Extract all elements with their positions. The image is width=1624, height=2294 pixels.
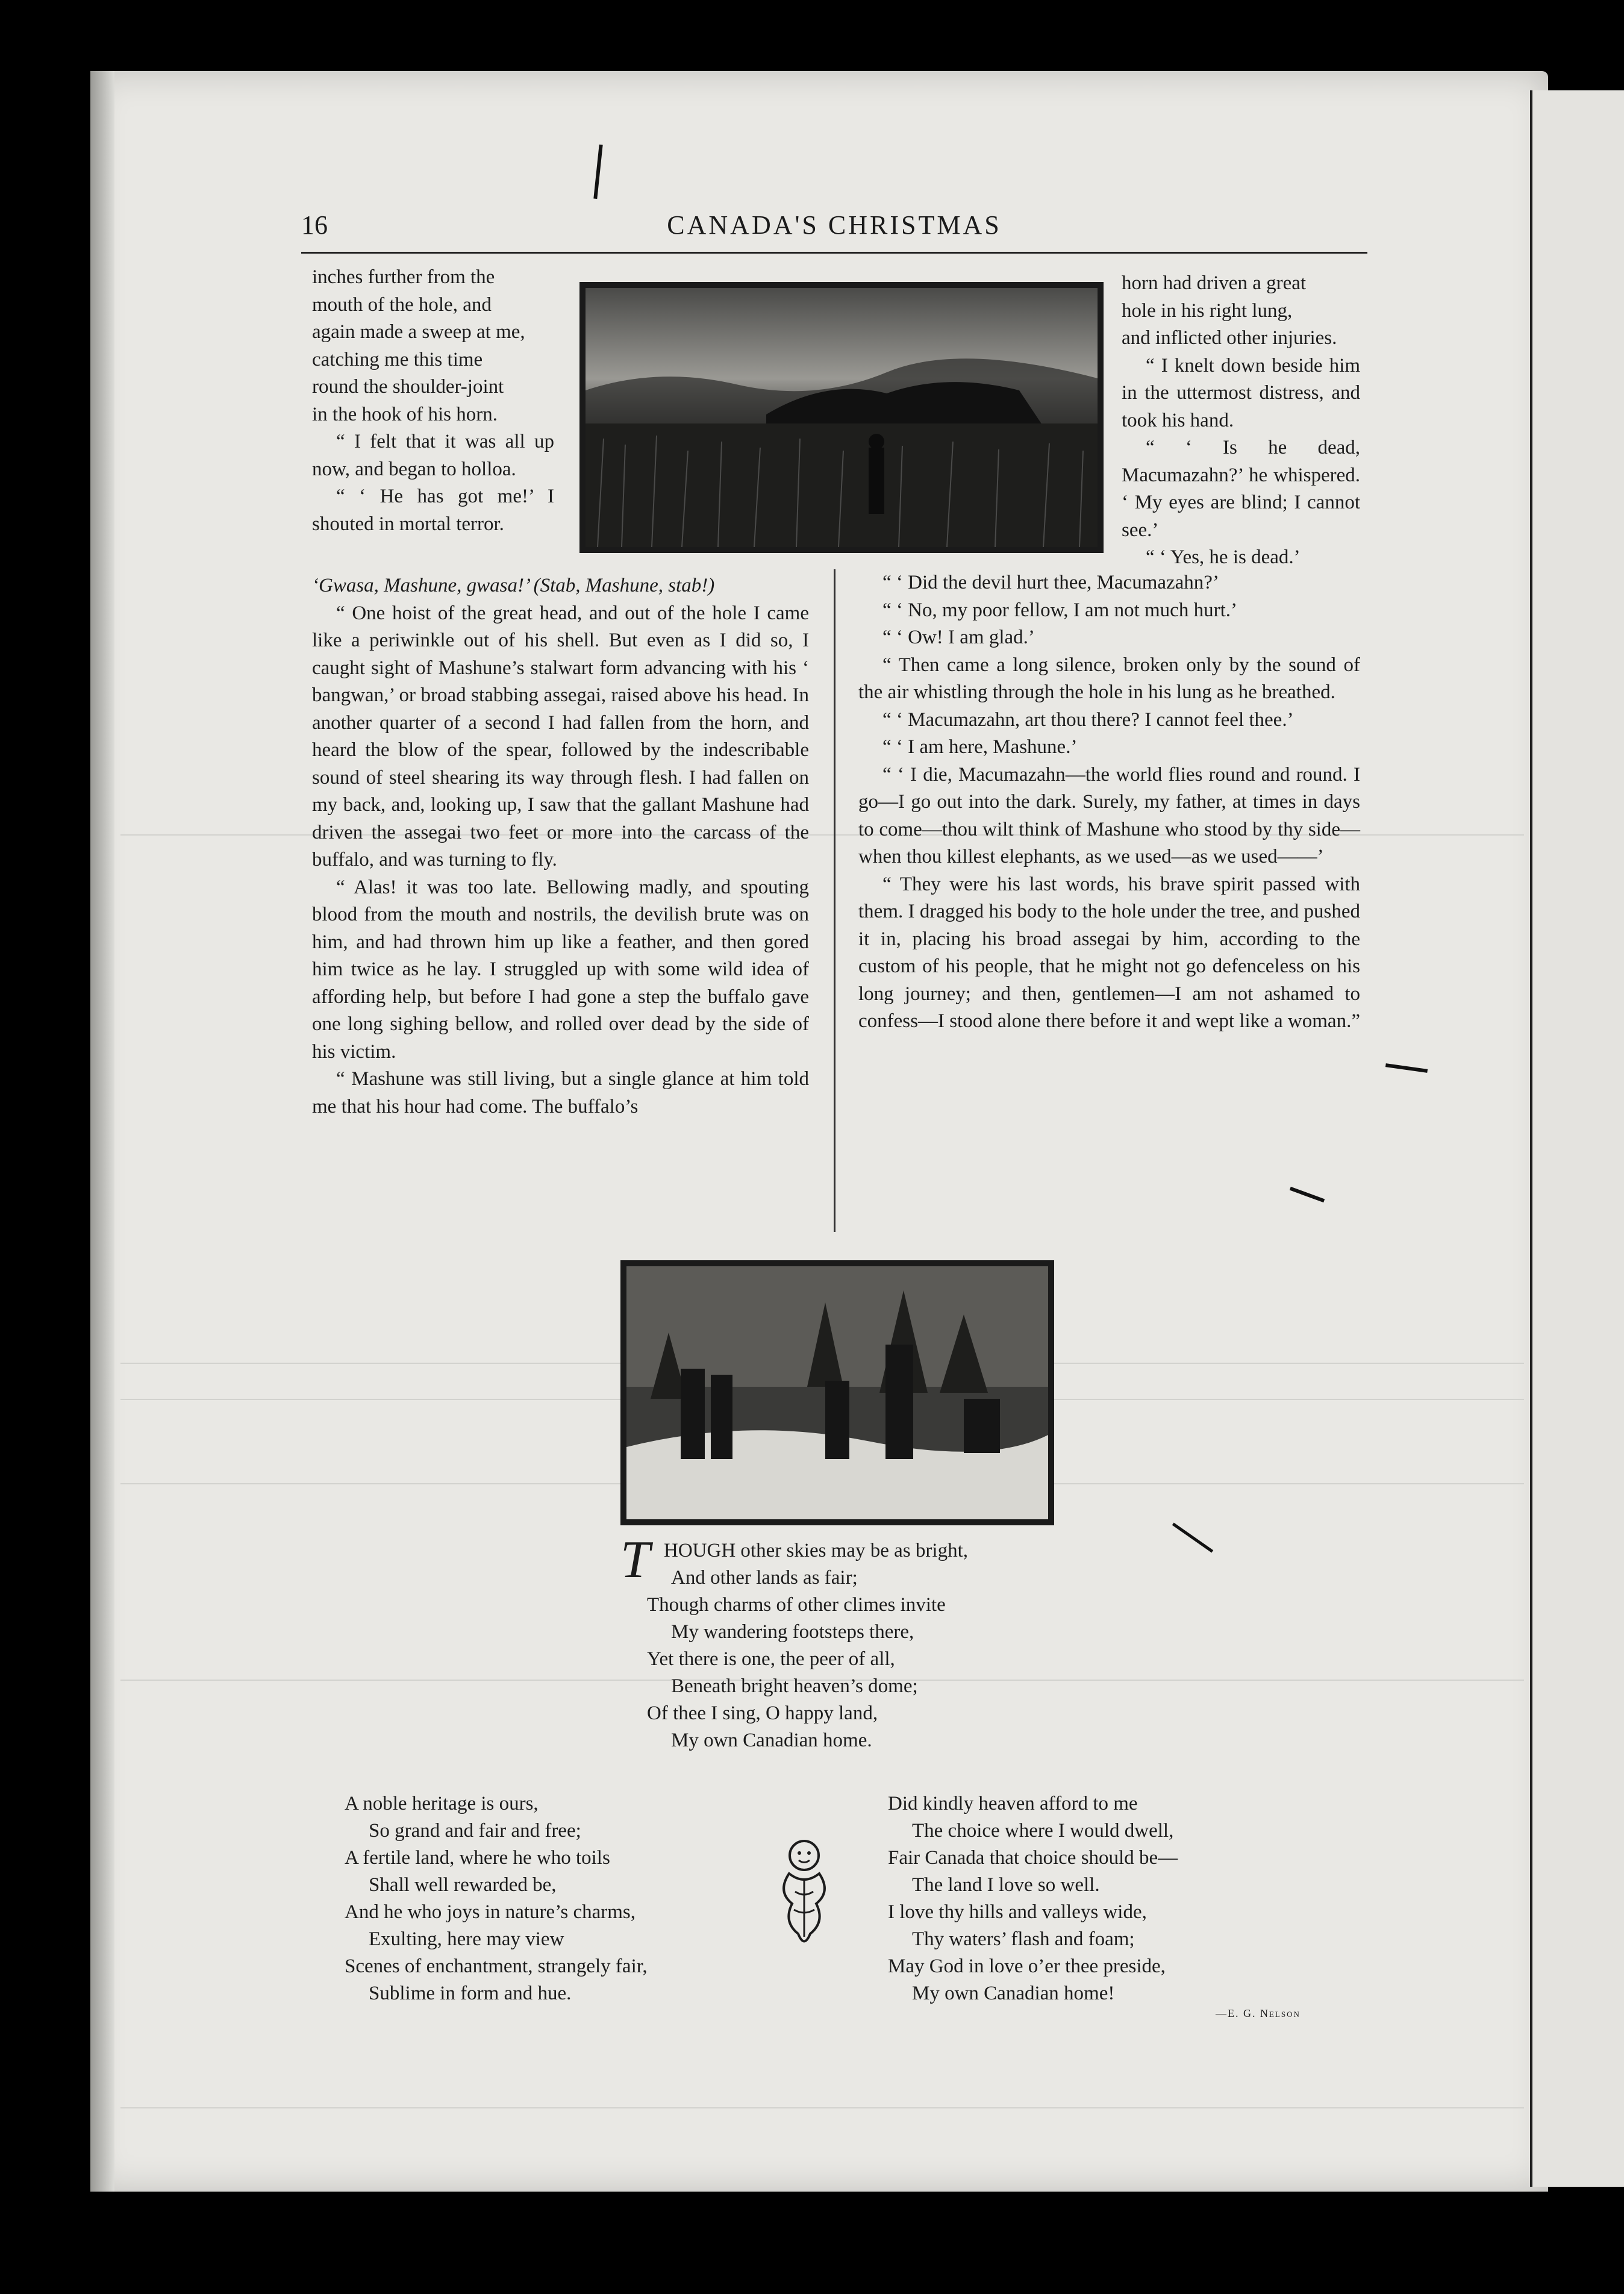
poem-line: Scenes of enchantment, strangely fair, [345, 1955, 648, 1977]
text-line: horn had driven a great [1122, 272, 1307, 294]
paragraph: “ ‘ He has got me!’ I shouted in mortal terror. [312, 486, 554, 535]
poem-line: Sublime in form and hue. [369, 1983, 572, 2004]
paragraph: ‘Gwasa, Mashune, gwasa!’ (Stab, Mashune, stab!) [312, 575, 715, 596]
adjacent-page-edge [1530, 90, 1624, 2187]
poem-line: Yet there is one, the peer of all, [647, 1648, 895, 1670]
page-title: CANADA'S CHRISTMAS [667, 210, 1002, 240]
paragraph: “ ‘ Macumazahn, art thou there? I cannot feel thee.’ [882, 708, 1294, 731]
poem-line: A fertile land, where he who toils [345, 1847, 610, 1869]
poem-line: Beneath bright heaven’s dome; [671, 1675, 918, 1697]
text-line: again made a sweep at me, [312, 321, 525, 343]
paragraph: “ Mashune was still living, but a single glance at him told me that his hour had come. The buffalo’s [312, 1068, 809, 1117]
poem-line: Shall well rewarded be, [369, 1874, 557, 1896]
article-column-right-top [1122, 270, 1360, 572]
column-divider [834, 569, 835, 1232]
paragraph: “ ‘ Yes, he is dead.’ [1146, 546, 1301, 568]
article-column-left-top [312, 264, 554, 538]
poem-line: Though charms of other climes invite [647, 1594, 946, 1616]
article-column-right [858, 569, 1360, 1036]
landscape-illustration [579, 282, 1104, 553]
poem-stanza-1 [620, 1531, 1102, 1754]
text-line: mouth of the hole, and [312, 293, 492, 316]
poem-stanza-2 [345, 1790, 766, 2007]
poem-attribution: —E. G. Nelson [1216, 2007, 1301, 2019]
text-line: round the shoulder-joint [312, 376, 504, 398]
text-line: in the hook of his horn. [312, 403, 498, 425]
poem-line: And he who joys in nature’s charms, [345, 1901, 636, 1923]
poem-line: So grand and fair and free; [369, 1820, 581, 1842]
paragraph: “ I felt that it was all up now, and began to holloa. [312, 431, 554, 480]
text-line: inches further from the [312, 266, 495, 288]
paragraph: “ ‘ I die, Macumazahn—the world flies round and round. I go—I go out into the dark. Surely, my father, at times in days to come—thou wilt think of Mashune who stood by thy side—when thou killest elephants, as we used—as we used——’ [858, 763, 1360, 867]
poem-line: Fair Canada that choice should be— [888, 1847, 1178, 1869]
poem-line: My own Canadian home. [671, 1730, 872, 1751]
floral-ornament [771, 1831, 837, 1952]
paragraph: “ ‘ Did the devil hurt thee, Macumazahn?’ [882, 572, 1219, 593]
article-column-left [312, 572, 809, 1120]
poem-line: The choice where I would dwell, [912, 1820, 1174, 1842]
poem-line: My own Canadian home! [912, 1983, 1115, 2004]
poem-line: Did kindly heaven afford to me [888, 1793, 1138, 1814]
paragraph: “ Alas! it was too late. Bellowing madly, and spouting blood from the mouth and nostrils, the devilish brute was on him, and had thrown him up like a feather, and then gored him twice as he lay. I struggled up with some wild idea of affording help, but before I had gone a step the buffalo gave one long sighing bellow, and rolled over dead by the side of his victim. [312, 876, 809, 1063]
poem-line: My wandering footsteps there, [671, 1621, 914, 1643]
text-line: and inflicted other injuries. [1122, 327, 1337, 349]
poem-line: I love thy hills and valleys wide, [888, 1901, 1147, 1923]
drop-cap: T [620, 1531, 650, 1589]
poem-stanza-3 [888, 1790, 1310, 2007]
poem-line: Exulting, here may view [369, 1928, 564, 1950]
text-line: hole in his right lung, [1122, 299, 1293, 322]
paragraph: “ Then came a long silence, broken only by the sound of the air whistling through the hole in his lung as he breathed. [858, 654, 1360, 703]
paragraph: “ ‘ No, my poor fellow, I am not much hurt.’ [882, 599, 1237, 621]
poem-line: The land I love so well. [912, 1874, 1100, 1896]
winter-scene-illustration [620, 1260, 1054, 1525]
paragraph: “ ‘ Is he dead, Macumazahn?’ he whispered. ‘ My eyes are blind; I cannot see.’ [1122, 437, 1360, 541]
poem-line: And other lands as fair; [671, 1567, 858, 1589]
paragraph: “ ‘ I am here, Mashune.’ [882, 736, 1078, 758]
poem-line: May God in love o’er thee preside, [888, 1955, 1166, 1977]
paragraph: “ I knelt down beside him in the uttermost distress, and took his hand. [1122, 354, 1360, 431]
page-spine-shadow [90, 71, 114, 2192]
paragraph: “ They were his last words, his brave spirit passed with them. I dragged his body to the hole under the tree, and pushed it in, placing his broad assegai by him, according to the custom of his people, that he might not go defenceless on his long journey; and then, gentlemen—I am not ashamed to confess—I stood alone there before it and wept like a woman.” [858, 873, 1360, 1032]
paragraph: “ One hoist of the great head, and out of the hole I came like a periwinkle out of his shell. But even as I did so, I caught sight of Mashune’s stalwart form advancing with his ‘ bangwan,’ or broad stabbing assegai, raised above his head. In another quarter of a second I had fallen from the horn, and heard the blow of the spear, followed by the indescribable sound of steel shearing its way through flesh. I had fallen on my back, and, looking up, I saw that the gallant Mashune had driven the assegai two feet or more into the carcass of the buffalo, and was turning to fly. [312, 602, 809, 870]
running-header [301, 206, 1367, 254]
paper-rule [120, 2107, 1524, 2108]
text-line: catching me this time [312, 348, 483, 370]
poem-line: HOUGH other skies may be as bright, [664, 1540, 968, 1561]
poem-line: Thy waters’ flash and foam; [912, 1928, 1135, 1950]
page-number: 16 [301, 210, 328, 240]
poem-line: A noble heritage is ours, [345, 1793, 539, 1814]
paragraph: “ ‘ Ow! I am glad.’ [882, 627, 1035, 648]
poem-line: Of thee I sing, O happy land, [647, 1702, 878, 1724]
